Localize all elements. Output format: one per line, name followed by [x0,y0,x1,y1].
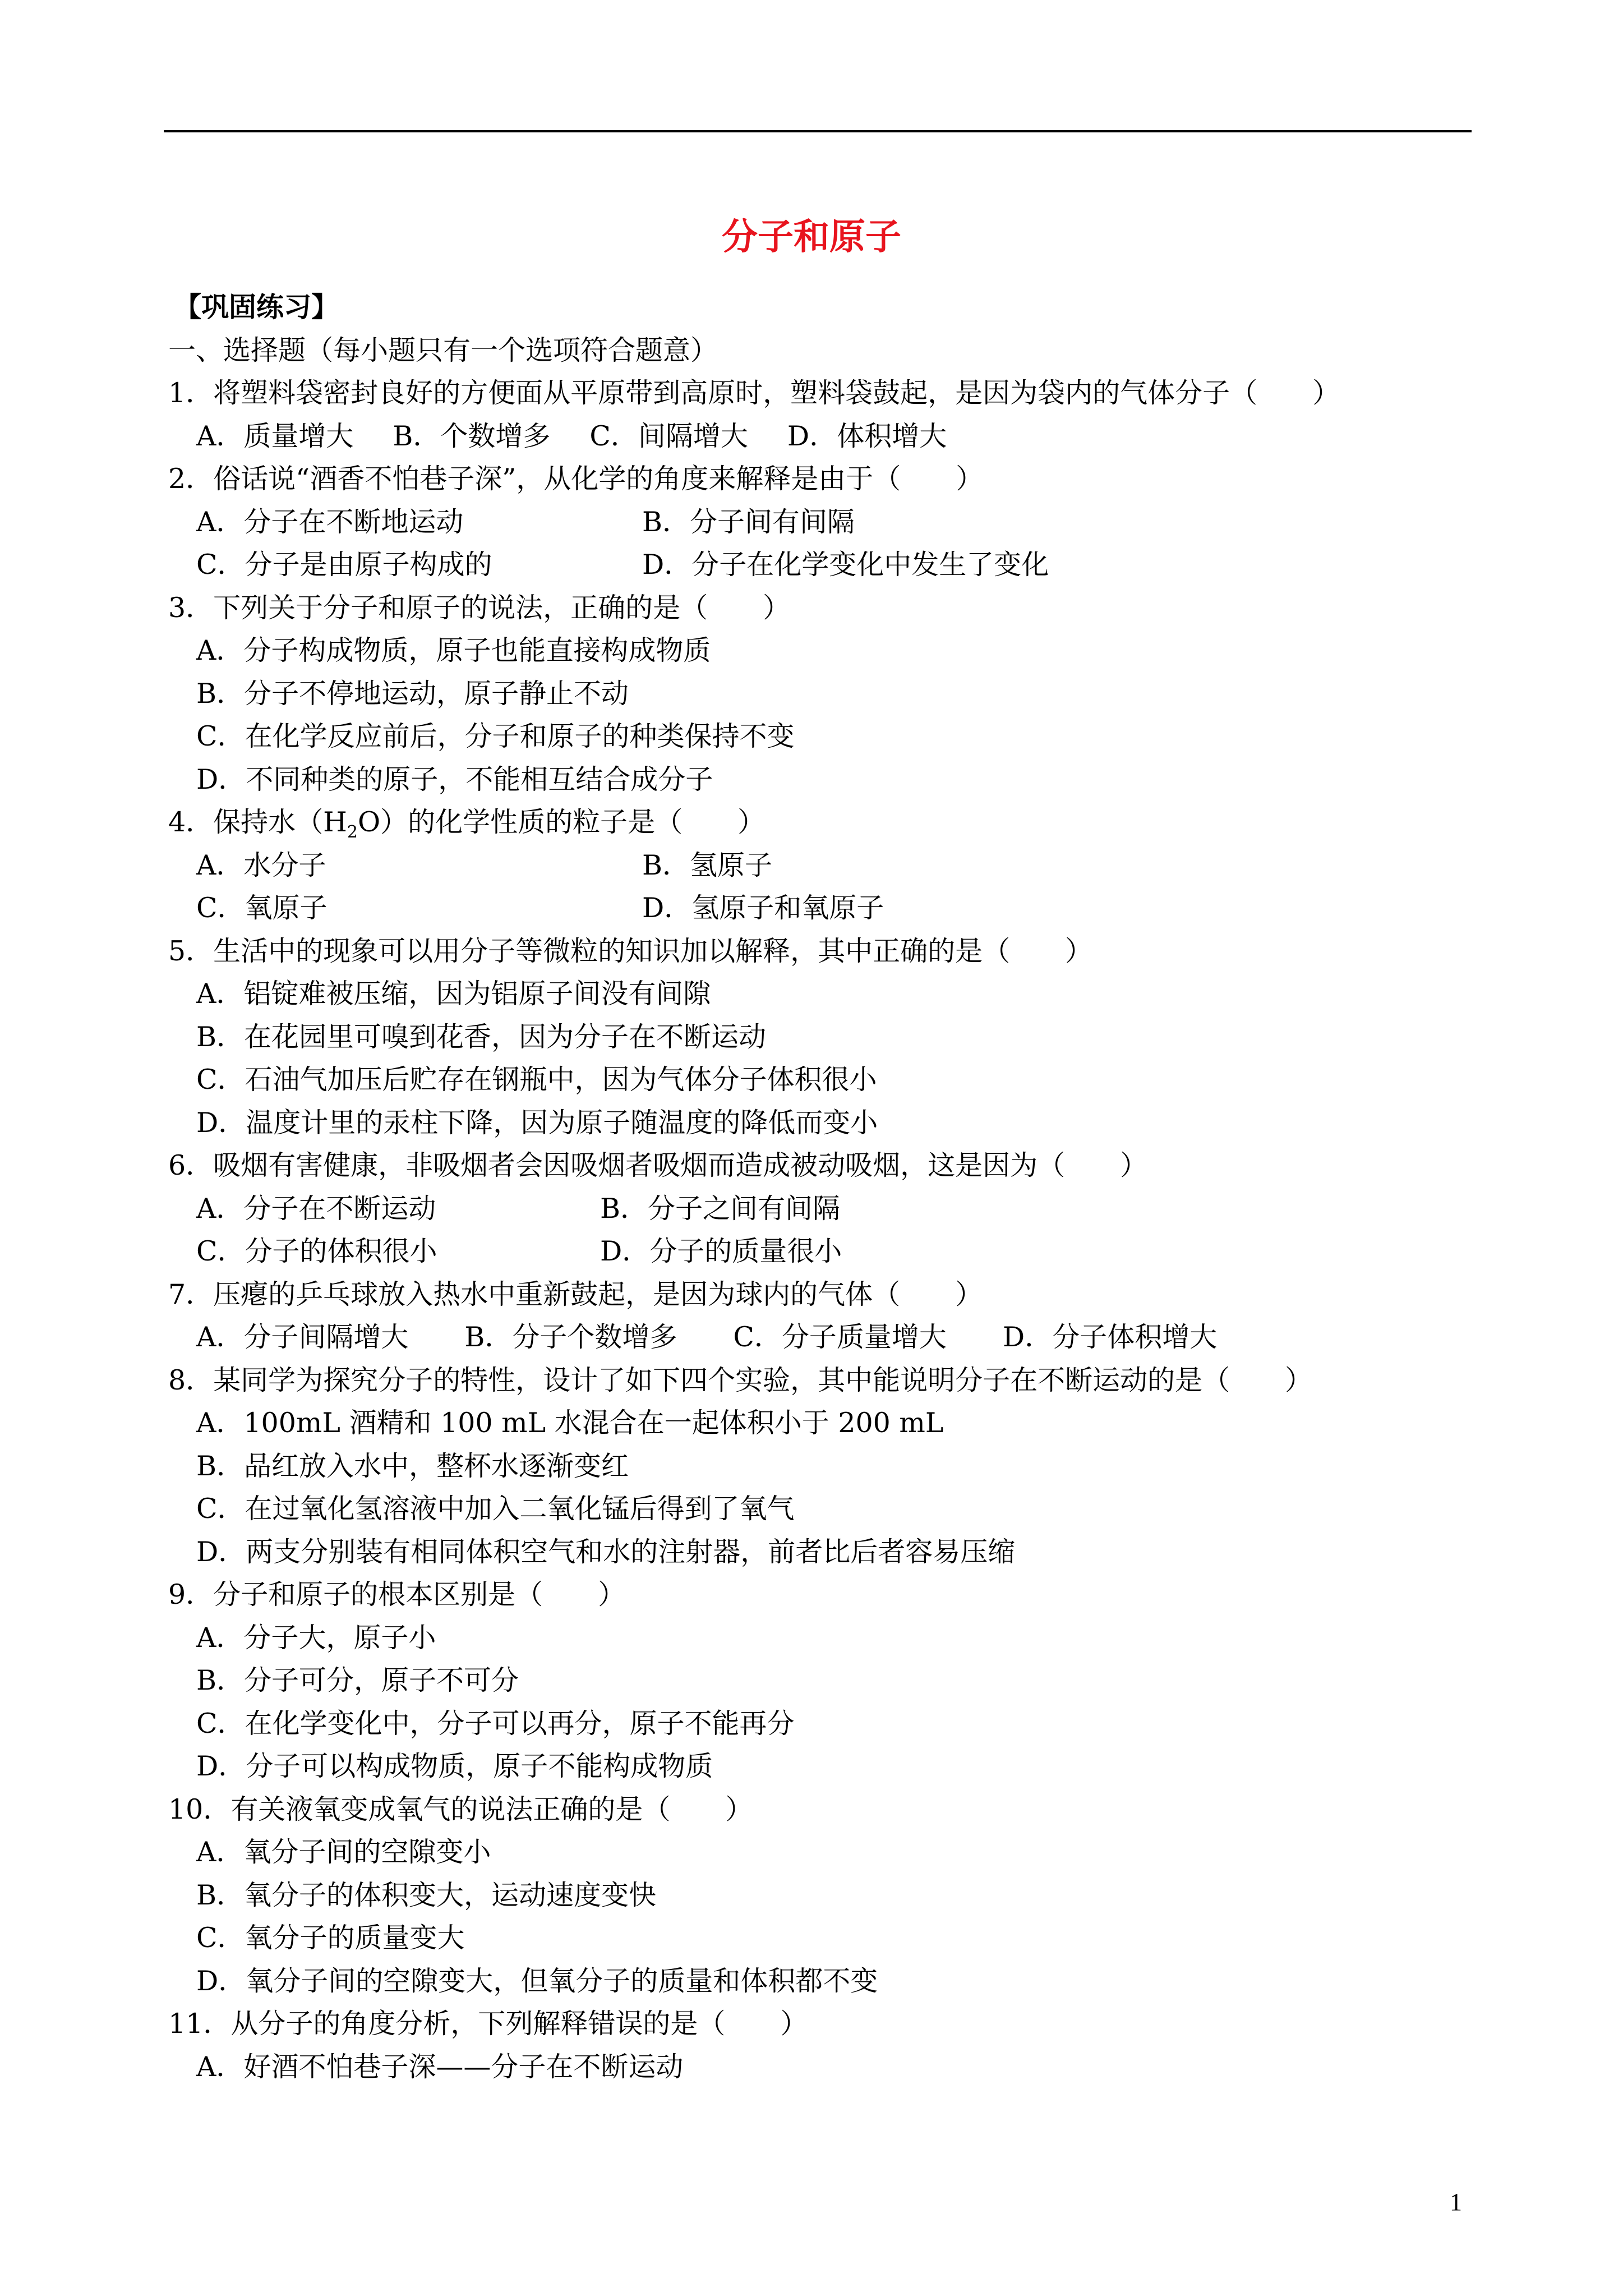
option: B．分子可分，原子不可分 [196,1664,519,1696]
option: B．个数增多 [393,420,551,452]
option: A．分子间隔增大 [196,1321,409,1353]
section-label: 【巩固练习】 [174,291,339,323]
option: D．分子在化学变化中发生了变化 [642,549,1049,581]
option: D．分子的质量很小 [600,1235,842,1267]
option: C．间隔增大 [589,420,748,452]
question-stem: 11．从分子的角度分析，下列解释错误的是（ ） [168,2008,808,2040]
header-rule [164,130,1472,132]
stem-text: 4．保持水（H [168,806,347,838]
question-stem: 1．将塑料袋密封良好的方便面从平原带到高原时，塑料袋鼓起，是因为袋内的气体分子（ ） [168,377,1340,409]
option: C．分子的体积很小 [196,1235,437,1267]
page-number: 1 [1450,2188,1462,2216]
option-row [168,1316,1469,1359]
part-heading: 一、选择题（每小题只有一个选项符合题意） [168,334,718,366]
option: B．氢原子 [642,849,773,881]
option: C．在化学变化中，分子可以再分，原子不能再分 [196,1707,795,1740]
option: A．质量增大 [196,420,354,452]
option: D．温度计里的汞柱下降，因为原子随温度的降低而变小 [196,1106,878,1139]
option: A．水分子 [196,849,326,881]
option: D．不同种类的原子，不能相互结合成分子 [196,763,713,795]
question-list [168,286,1469,2088]
question-stem: 10．有关液氧变成氧气的说法正确的是（ ） [168,1793,753,1825]
question-stem: 6．吸烟有害健康，非吸烟者会因吸烟者吸烟而造成被动吸烟，这是因为（ ） [168,1149,1148,1181]
option: D．分子可以构成物质，原子不能构成物质 [196,1750,713,1782]
option: B．在花园里可嗅到花香，因为分子在不断运动 [196,1020,767,1053]
option: A．分子在不断地运动 [196,505,464,538]
option-row [168,887,1469,930]
option-row [168,844,1469,887]
option: C．在化学反应前后，分子和原子的种类保持不变 [196,720,795,752]
option: D．氢原子和氧原子 [642,892,884,924]
option: C．分子是由原子构成的 [196,549,492,581]
page-title: 分子和原子 [722,217,901,258]
subscript: 2 [347,822,358,842]
option: D．氧分子间的空隙变大，但氧分子的质量和体积都不变 [196,1964,878,1997]
option: B．分子之间有间隔 [600,1192,841,1225]
option: A．分子大，原子小 [196,1621,436,1654]
option: B．品红放入水中，整杯水逐渐变红 [196,1450,629,1482]
question-stem: 8．某同学为探究分子的特性，设计了如下四个实验，其中能说明分子在不断运动的是（ ） [168,1364,1313,1396]
option-row [168,415,1469,458]
option: B．分子不停地运动，原子静止不动 [196,677,629,710]
question-stem [168,801,1469,844]
option: A．分子在不断运动 [196,1192,436,1225]
option: A．铝锭难被压缩，因为铝原子间没有间隙 [196,978,711,1010]
option: B．分子个数增多 [464,1321,677,1353]
option-row [168,544,1469,587]
option-row [168,1188,1469,1231]
option: C．氧原子 [196,892,328,924]
question-stem: 5．生活中的现象可以用分子等微粒的知识加以解释，其中正确的是（ ） [168,935,1093,967]
option: C．氧分子的质量变大 [196,1922,465,1954]
question-stem: 2．俗话说“酒香不怕巷子深”，从化学的角度来解释是由于（ ） [168,463,984,495]
option: A．氧分子间的空隙变小 [196,1836,491,1868]
question-stem: 7．压瘪的乒乓球放入热水中重新鼓起，是因为球内的气体（ ） [168,1278,983,1310]
option-row [168,1230,1469,1273]
option: B．氧分子的体积变大，运动速度变快 [196,1879,657,1911]
question-stem: 3．下列关于分子和原子的说法，正确的是（ ） [168,591,791,624]
option: D．分子体积增大 [1002,1321,1218,1353]
option: D．体积增大 [787,420,947,452]
option: C．在过氧化氢溶液中加入二氧化锰后得到了氧气 [196,1493,795,1525]
option: A．好酒不怕巷子深——分子在不断运动 [196,2050,684,2083]
option-row [168,501,1469,544]
option: A．分子构成物质，原子也能直接构成物质 [196,634,711,666]
option: B．分子间有间隔 [642,505,855,538]
question-stem: 9．分子和原子的根本区别是（ ） [168,1579,626,1611]
option: C．石油气加压后贮存在钢瓶中，因为气体分子体积很小 [196,1064,877,1096]
option: C．分子质量增大 [733,1321,947,1353]
option: D．两支分别装有相同体积空气和水的注射器，前者比后者容易压缩 [196,1535,1016,1568]
stem-text: O）的化学性质的粒子是（ ） [358,806,766,838]
option: A．100mL 酒精和 100 mL 水混合在一起体积小于 200 mL [196,1407,944,1439]
